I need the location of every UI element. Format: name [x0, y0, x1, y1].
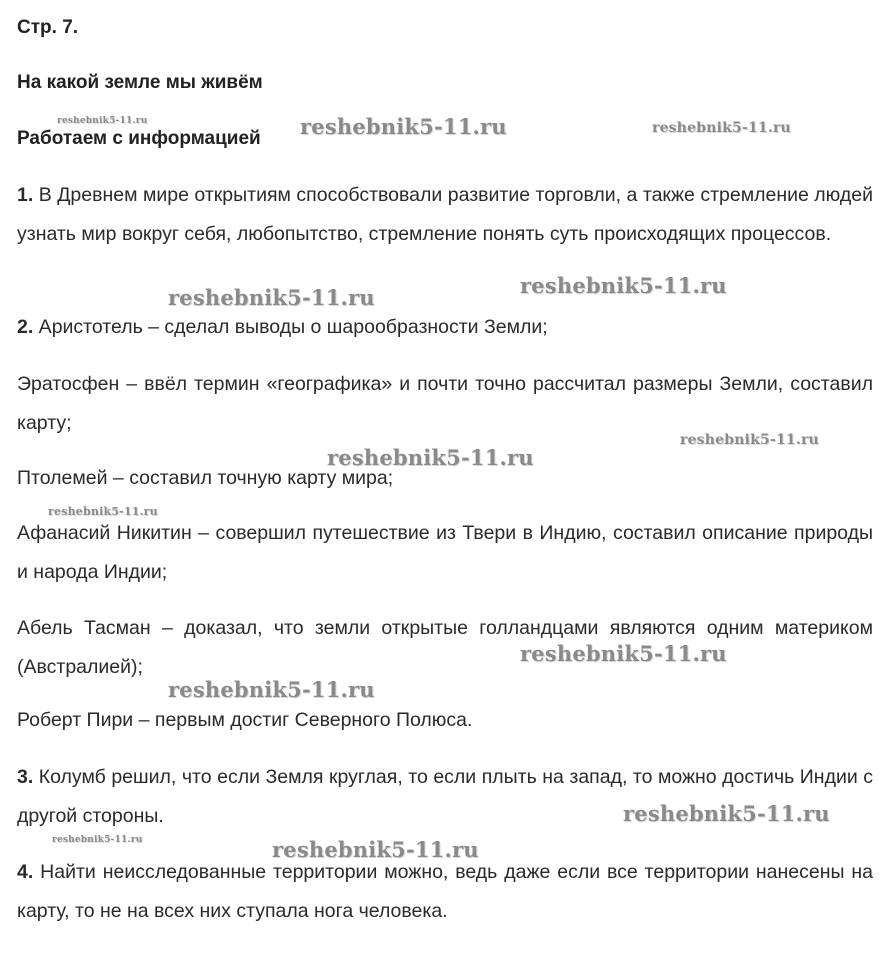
answer-2 [17, 308, 873, 347]
answer-text: Колумб решил, что если Земля круглая, то если плыть на запад, то можно достичь Индии с другой стороны. [17, 766, 873, 827]
watermark: reshebnik5-11.ru [300, 114, 507, 139]
watermark: reshebnik5-11.ru [168, 677, 375, 702]
answer-2-ptolemy: Птолемей – составил точную карту мира; [17, 467, 394, 489]
answer-2-eratosthenes: Эратосфен – ввёл термин «географика» и почти точно рассчитал размеры Земли, составил карту; [17, 373, 873, 434]
answer-text: В Древнем мире открытиям способствовали развитие торговли, а также стремление людей узнать мир вокруг себя, любопытство, стремление понять суть происходящих процессов. [17, 184, 873, 245]
answer-2-peary: Роберт Пири – первым достиг Северного Полюса. [17, 709, 473, 731]
watermark: reshebnik5-11.ru [623, 801, 830, 826]
answer-1 [17, 176, 873, 253]
watermark: reshebnik5-11.ru [272, 837, 479, 862]
watermark: reshebnik5-11.ru [520, 273, 727, 298]
answer-number: 3. [17, 766, 34, 788]
watermark: reshebnik5-11.ru [48, 505, 158, 518]
watermark: reshebnik5-11.ru [520, 641, 727, 666]
watermark: reshebnik5-11.ru [327, 445, 534, 470]
answer-2-nikitin: Афанасий Никитин – совершил путешествие из Твери в Индию, составил описание природы и народа Индии; [17, 522, 873, 583]
answer-number: 2. [17, 316, 34, 338]
watermark: reshebnik5-11.ru [680, 432, 819, 448]
watermark: reshebnik5-11.ru [168, 285, 375, 310]
answer-4 [17, 853, 873, 930]
watermark: reshebnik5-11.ru [52, 835, 143, 845]
watermark: reshebnik5-11.ru [652, 120, 791, 136]
answer-2-tasman: Абель Тасман – доказал, что земли открытые голландцами являются одним материком (Австралией); [17, 617, 873, 678]
answer-number: 1. [17, 184, 34, 206]
watermark: reshebnik5-11.ru [57, 116, 148, 126]
section-heading: Работаем с информацией [17, 128, 261, 149]
page-number: Стр. 7. [17, 17, 79, 38]
answer-text: Аристотель – сделал выводы о шарообразности Земли; [33, 316, 548, 338]
page-title: На какой земле мы живём [17, 72, 263, 93]
answer-text: Найти неисследованные территории можно, ведь даже если все территории нанесены на карту, то не на всех них ступала нога человека. [17, 861, 873, 922]
answer-number: 4. [17, 861, 34, 883]
